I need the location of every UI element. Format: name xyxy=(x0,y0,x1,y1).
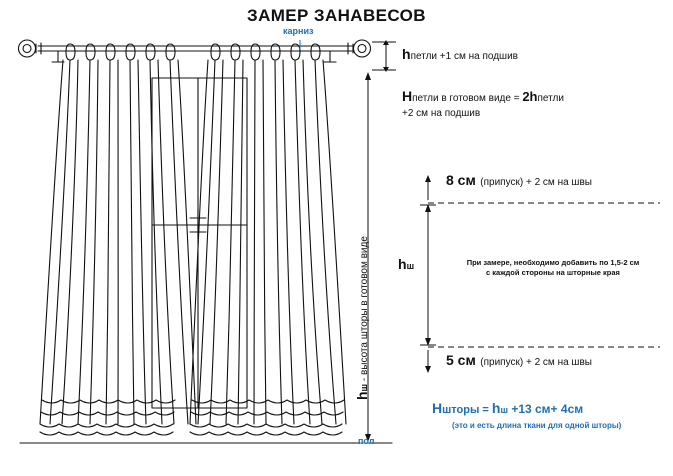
label-floor: пол xyxy=(358,436,375,446)
loops-h-symbol: h xyxy=(402,46,411,62)
formula-h-sub: ш xyxy=(500,405,508,415)
hsh-sub: ш xyxy=(406,261,415,271)
top-allowance-rest: (припуск) + 2 см на швы xyxy=(480,177,592,188)
loops-finished-text: петли в готовом виде = xyxy=(412,93,523,104)
loops-finished-note xyxy=(402,88,564,106)
curtain-height-h: h xyxy=(354,391,370,400)
final-formula-note: (это и есть длина ткани для одной шторы) xyxy=(452,421,622,430)
formula-h: h xyxy=(491,400,501,416)
side-seam-note-line2: с каждой стороны на шторные края xyxy=(486,268,620,278)
bottom-allowance-rest: (припуск) + 2 см на швы xyxy=(480,357,592,368)
curtain-height-vertical-label xyxy=(354,236,372,400)
bottom-allowance-label xyxy=(446,352,592,370)
formula-rest: +13 см+ 4см xyxy=(507,402,584,416)
loops-allowance-note xyxy=(402,46,518,64)
loops-2h-symbol: 2h xyxy=(522,89,538,104)
formula-shtory: шторы = xyxy=(442,404,492,416)
loops-allowance-text: петли +1 см на подшив xyxy=(410,51,518,62)
top-allowance-value: 8 см xyxy=(446,172,476,188)
curtain-height-sub: ш xyxy=(359,383,369,392)
label-cornice: карниз xyxy=(283,26,314,36)
formula-H: H xyxy=(432,400,443,416)
top-allowance-label xyxy=(446,172,592,190)
final-formula xyxy=(432,400,583,418)
loops-hem-text: +2 см на подшив xyxy=(402,108,481,119)
side-seam-note xyxy=(448,258,658,278)
hsh-main: h xyxy=(398,256,407,272)
loops-petli-text: петли xyxy=(537,93,564,104)
side-seam-note-line1: При замере, необходимо добавить по 1,5-2 см xyxy=(466,258,640,267)
loops-H-symbol: H xyxy=(402,88,413,104)
bottom-allowance-value: 5 см xyxy=(446,352,476,368)
page-title: ЗАМЕР ЗАНАВЕСОВ xyxy=(247,6,426,25)
hsh-label xyxy=(398,256,414,274)
curtain-height-text: - высота шторы в готовом виде xyxy=(359,236,370,384)
